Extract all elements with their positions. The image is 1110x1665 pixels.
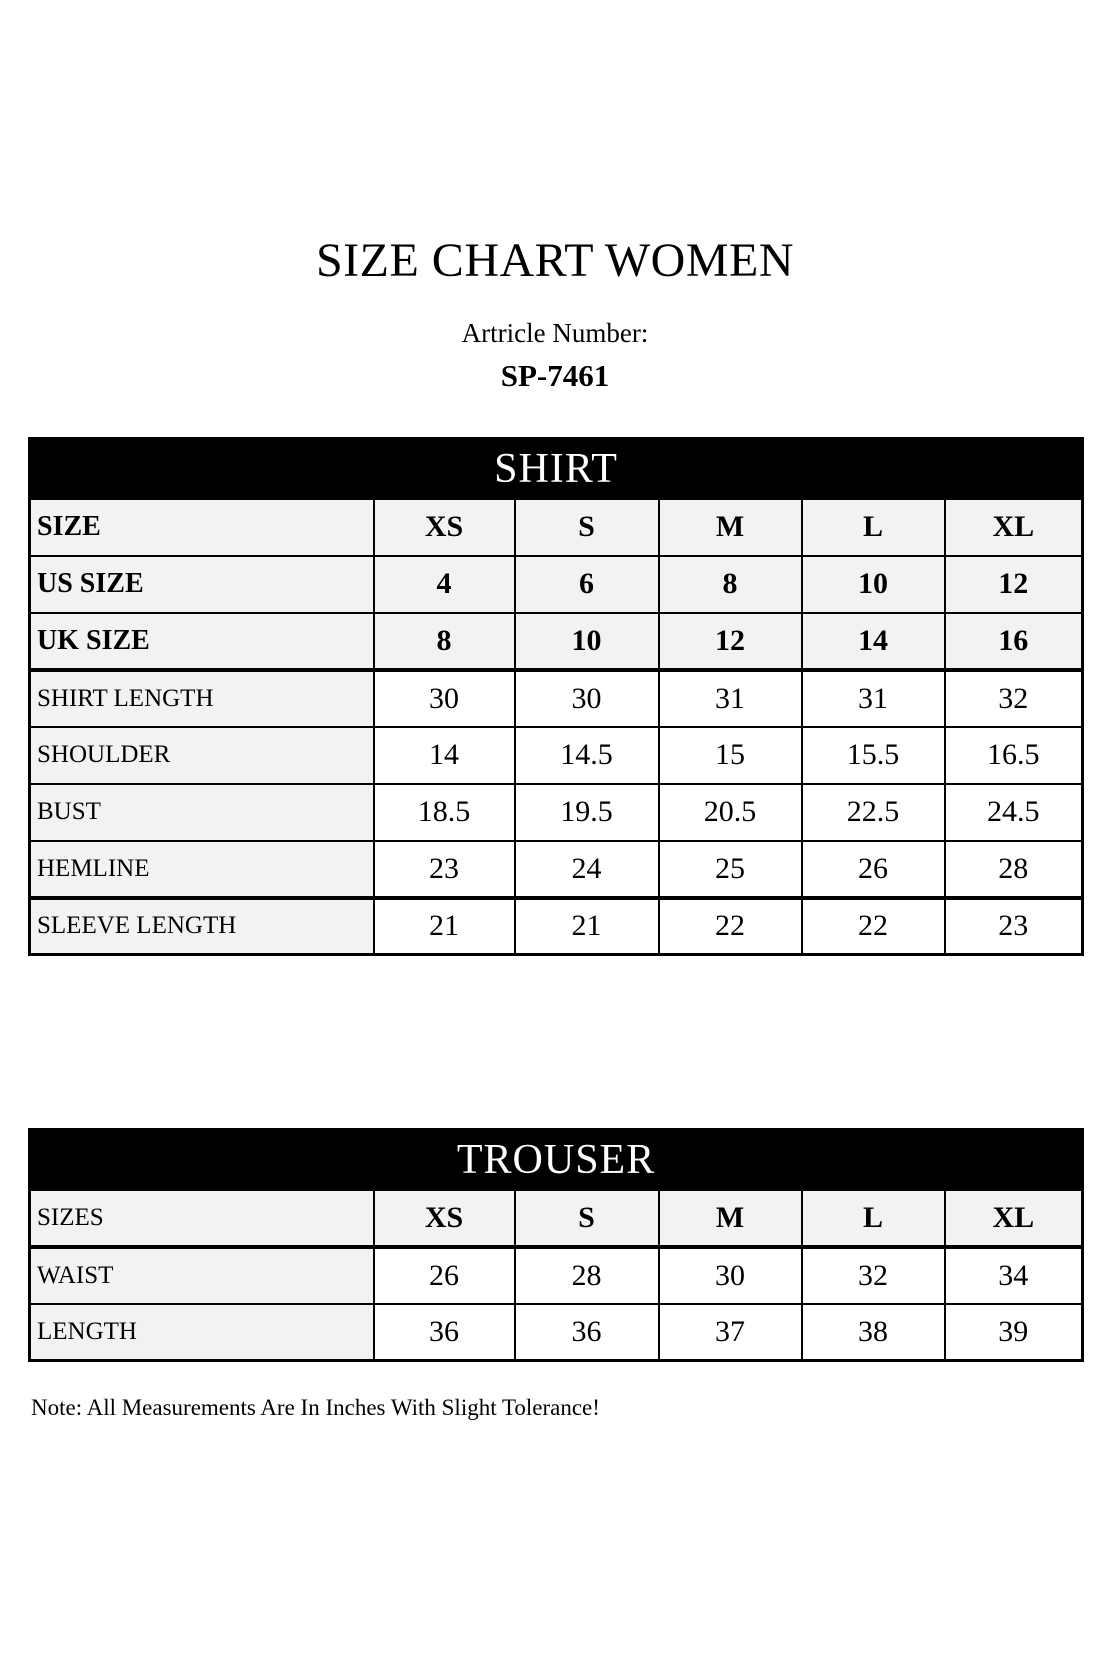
value-cell: 31: [659, 670, 802, 727]
value-cell: 21: [515, 898, 659, 955]
value-cell: 14: [374, 727, 515, 784]
value-cell: M: [659, 499, 802, 556]
table-row: [30, 727, 1083, 784]
value-cell: 18.5: [374, 784, 515, 841]
value-cell: 8: [659, 556, 802, 613]
value-cell: 12: [659, 613, 802, 670]
value-cell: XS: [374, 1190, 515, 1247]
value-cell: 14.5: [515, 727, 659, 784]
row-label: US SIZE: [30, 556, 374, 613]
value-cell: 32: [945, 670, 1083, 727]
value-cell: 10: [802, 556, 945, 613]
row-label: SHOULDER: [30, 727, 374, 784]
value-cell: 30: [515, 670, 659, 727]
value-cell: 28: [515, 1247, 659, 1304]
value-cell: M: [659, 1190, 802, 1247]
value-cell: 15.5: [802, 727, 945, 784]
row-label: LENGTH: [30, 1304, 374, 1361]
value-cell: 30: [374, 670, 515, 727]
value-cell: 31: [802, 670, 945, 727]
value-cell: 23: [945, 898, 1083, 955]
value-cell: 16.5: [945, 727, 1083, 784]
table-row: [30, 556, 1083, 613]
value-cell: 19.5: [515, 784, 659, 841]
value-cell: 15: [659, 727, 802, 784]
row-label: SIZES: [30, 1190, 374, 1247]
value-cell: L: [802, 499, 945, 556]
article-number-value: SP-7461: [500, 358, 610, 393]
row-label: SHIRT LENGTH: [30, 670, 374, 727]
value-cell: 12: [945, 556, 1083, 613]
table-row: [30, 898, 1083, 955]
value-cell: XL: [945, 1190, 1083, 1247]
value-cell: 26: [802, 841, 945, 898]
value-cell: 30: [659, 1247, 802, 1304]
table-row: [30, 1304, 1083, 1361]
value-cell: 8: [374, 613, 515, 670]
row-label: SIZE: [30, 499, 374, 556]
table-row: [30, 784, 1083, 841]
value-cell: 10: [515, 613, 659, 670]
trouser-size-table: [28, 1128, 1084, 1362]
shirt-table-title: SHIRT: [30, 439, 1083, 499]
row-label: SLEEVE LENGTH: [30, 898, 374, 955]
value-cell: 37: [659, 1304, 802, 1361]
row-label: BUST: [30, 784, 374, 841]
value-cell: 32: [802, 1247, 945, 1304]
value-cell: L: [802, 1190, 945, 1247]
value-cell: 24: [515, 841, 659, 898]
page-title: SIZE CHART WOMEN: [315, 234, 794, 287]
table-row: [30, 1247, 1083, 1304]
value-cell: 23: [374, 841, 515, 898]
value-cell: 22.5: [802, 784, 945, 841]
row-label: HEMLINE: [30, 841, 374, 898]
shirt-table-title-band: [30, 439, 1083, 499]
value-cell: XL: [945, 499, 1083, 556]
row-label: UK SIZE: [30, 613, 374, 670]
value-cell: 20.5: [659, 784, 802, 841]
trouser-table-title-band: [30, 1130, 1083, 1190]
table-row: [30, 613, 1083, 670]
value-cell: 36: [374, 1304, 515, 1361]
table-row: [30, 1190, 1083, 1247]
note-text: Note: All Measurements Are In Inches With Slight Tolerance!: [31, 1395, 600, 1420]
value-cell: 28: [945, 841, 1083, 898]
value-cell: 4: [374, 556, 515, 613]
table-row: [30, 670, 1083, 727]
value-cell: 6: [515, 556, 659, 613]
shirt-size-table: [28, 437, 1084, 956]
value-cell: 39: [945, 1304, 1083, 1361]
trouser-table-title: TROUSER: [30, 1130, 1083, 1190]
value-cell: 21: [374, 898, 515, 955]
table-row: [30, 841, 1083, 898]
value-cell: S: [515, 499, 659, 556]
value-cell: XS: [374, 499, 515, 556]
value-cell: 34: [945, 1247, 1083, 1304]
value-cell: 24.5: [945, 784, 1083, 841]
row-label: WAIST: [30, 1247, 374, 1304]
value-cell: 16: [945, 613, 1083, 670]
table-row: [30, 499, 1083, 556]
value-cell: 22: [802, 898, 945, 955]
value-cell: 14: [802, 613, 945, 670]
value-cell: 38: [802, 1304, 945, 1361]
article-number-label: Artricle Number:: [461, 318, 649, 348]
value-cell: 36: [515, 1304, 659, 1361]
value-cell: 22: [659, 898, 802, 955]
value-cell: 26: [374, 1247, 515, 1304]
value-cell: S: [515, 1190, 659, 1247]
value-cell: 25: [659, 841, 802, 898]
